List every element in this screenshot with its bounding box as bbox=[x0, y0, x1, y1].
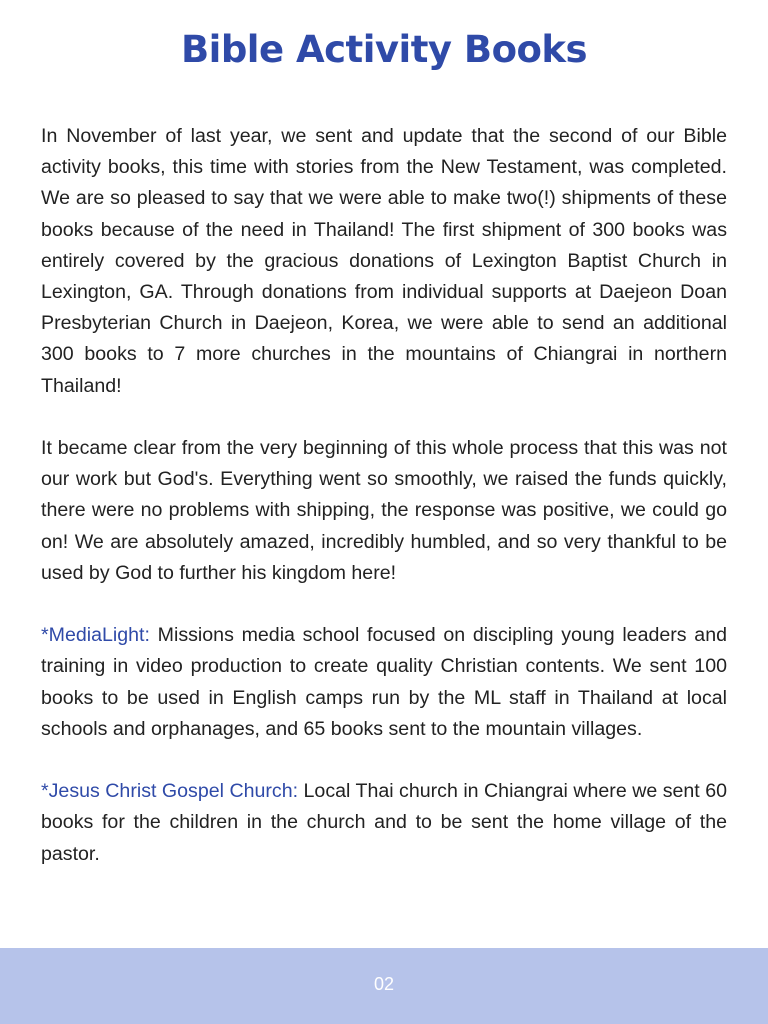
paragraph-reflection bbox=[41, 433, 727, 589]
paragraph-medialight bbox=[41, 620, 727, 745]
page-number: 02 bbox=[373, 974, 395, 994]
paragraph-text: Local Thai church in Chiangrai where we sent 60 books for the children in the church and to be sent the home village of the pastor. bbox=[41, 780, 727, 865]
org-label-medialight: *MediaLight: bbox=[41, 624, 150, 647]
paragraph-intro bbox=[41, 121, 727, 402]
paragraph-text: In November of last year, we sent and update that the second of our Bible activity books, this time with stories from the New Testament, was completed. We are so pleased to say that we were able to make two(!) shipments of these books because of the need in Thailand! The first shipment of 300 books was entirely covered by the gracious donations of Lexington Baptist Church in Lexington, GA. Through donations from individual supports at Daejeon Doan Presbyterian Church in Daejeon, Korea, we were able to send an additional 300 books to 7 more churches in the mountains of Chiangrai in northern Thailand! bbox=[41, 125, 727, 397]
org-label-gospel-church: *Jesus Christ Gospel Church: bbox=[41, 780, 299, 803]
article-body bbox=[41, 121, 727, 870]
paragraph-gospel-church bbox=[41, 776, 727, 870]
paragraph-text: It became clear from the very beginning of this whole process that this was not our work but God's. Everything went so smoothly, we raised the funds quickly, there were no problems with shipping, the response was positive, we could go on! We are absolutely amazed, incredibly humbled, and so very thankful to be used by God to further his kingdom here! bbox=[41, 437, 727, 584]
footer-bar bbox=[0, 948, 768, 1024]
paragraph-text: Missions media school focused on discipling young leaders and training in video production to create quality Christian contents. We sent 100 books to be used in English camps run by the ML staff in Thailand at local schools and orphanages, and 65 books sent to the mountain villages. bbox=[41, 624, 727, 740]
page-title: Bible Activity Books bbox=[180, 28, 588, 71]
